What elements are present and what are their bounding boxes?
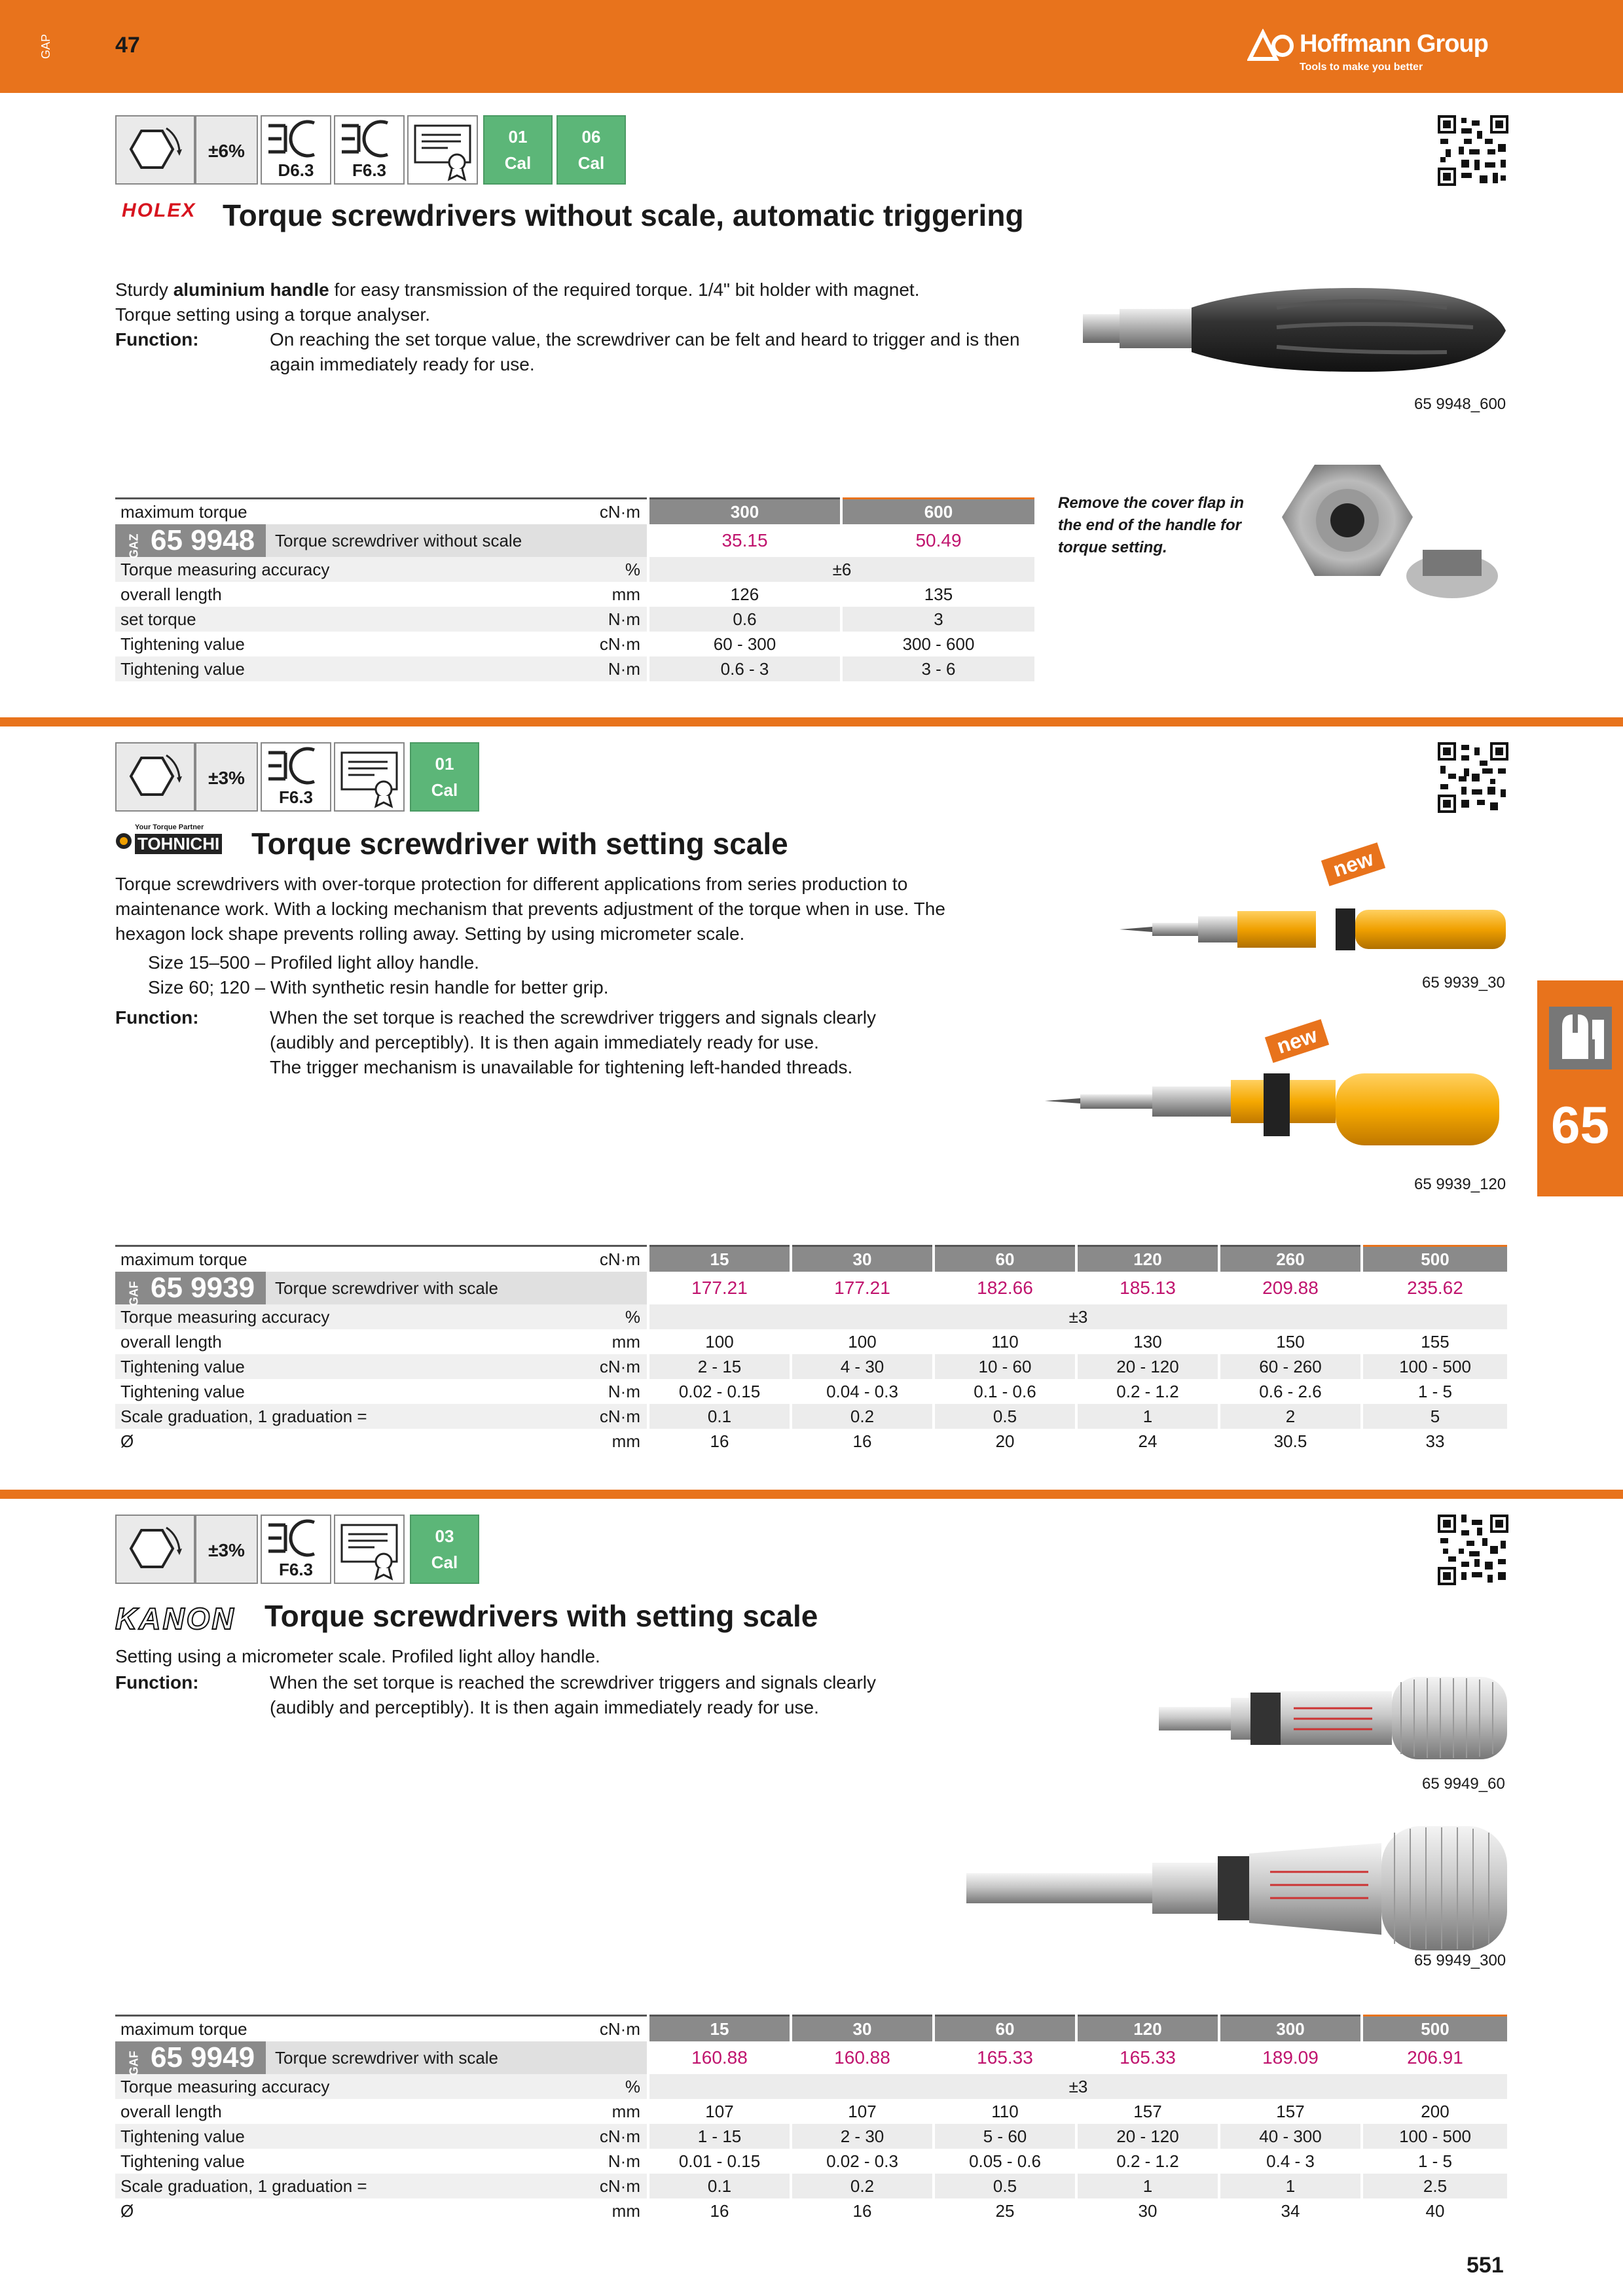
new-badge: new bbox=[1265, 1019, 1329, 1063]
table-row: Torque measuring accuracy % ±3 bbox=[115, 2074, 1507, 2099]
side-code: GAP bbox=[39, 33, 52, 59]
price[interactable]: 206.91 bbox=[1362, 2041, 1507, 2074]
brand-logo[interactable] bbox=[1247, 26, 1509, 72]
function-label: Function: bbox=[115, 329, 199, 350]
table-row: Scale graduation, 1 graduation = cN·m 0.1 0.2 0.5 1 1 2.5 bbox=[115, 2174, 1507, 2198]
certificate-icon bbox=[407, 115, 478, 185]
product-image-tohnichi-120 bbox=[1041, 1060, 1512, 1165]
page-label: 47 bbox=[115, 33, 140, 58]
hex-drive-icon bbox=[115, 115, 195, 185]
function-text: When the set torque is reached the screwdriver triggers and signals clearly (audibly and perceptibly). It is then again immediately ready for use. The trigger mechanism is unavailable for tightening left-handed threads. bbox=[270, 1007, 876, 1077]
hex-drive-icon bbox=[115, 1515, 195, 1584]
table-head-row: maximum torque cN·m 15 30 60 120 260 500 bbox=[115, 1246, 1507, 1272]
price[interactable]: 185.13 bbox=[1076, 1272, 1219, 1304]
spec-table-659948 bbox=[115, 497, 1034, 681]
brand-name: Hoffmann Group bbox=[1300, 30, 1488, 58]
price[interactable]: 182.66 bbox=[934, 1272, 1076, 1304]
accuracy-badge: ±3% bbox=[195, 742, 258, 812]
table-head-row: maximum torque cN·m 300 600 bbox=[115, 499, 1034, 525]
table-row: Torque measuring accuracy % ±3 bbox=[115, 1304, 1507, 1329]
product-name: Torque screwdriver with scale bbox=[266, 2041, 648, 2074]
table-row: Ø mm 16 16 20 24 30.5 33 bbox=[115, 1429, 1507, 1454]
accuracy-badge: ±3% bbox=[195, 1515, 258, 1584]
table-row: Tightening value cN·m 60 - 300 300 - 600 bbox=[115, 632, 1034, 656]
price[interactable]: 50.49 bbox=[841, 524, 1034, 557]
price[interactable]: 235.62 bbox=[1362, 1272, 1507, 1304]
section-intro: Sturdy aluminium handle for easy transmission of the required torque. 1/4" bit holder with magnet. Torque setting using a torque analyser. bbox=[115, 279, 920, 325]
table-product-row[interactable]: GAF 65 9939 Torque screwdriver with scale 177.21 177.21 182.66 185.13 209.88 235.62 bbox=[115, 1272, 1507, 1304]
cover-flap-image bbox=[1275, 452, 1511, 602]
brand-tagline: Tools to make you better bbox=[1300, 62, 1423, 73]
table-note: Remove the cover flap in the end of the handle for torque setting. bbox=[1058, 494, 1245, 556]
price[interactable]: 209.88 bbox=[1219, 1272, 1362, 1304]
new-badge: new bbox=[1321, 842, 1385, 886]
table-product-row[interactable]: GAF 65 9949 Torque screwdriver with scale 160.88 160.88 165.33 165.33 189.09 206.91 bbox=[115, 2041, 1507, 2074]
calibration-badge-06: 06 Cal bbox=[556, 115, 626, 185]
section-intro: Setting using a micrometer scale. Profiled light alloy handle. bbox=[115, 1646, 600, 1666]
wrench-icon bbox=[1549, 1007, 1612, 1069]
chapter-number: 65 bbox=[1551, 1096, 1609, 1154]
accuracy-badge: ±6% bbox=[195, 115, 258, 185]
qr-code-icon[interactable] bbox=[1438, 115, 1508, 186]
price[interactable]: 160.88 bbox=[648, 2041, 791, 2074]
drive-f-icon: F6.3 bbox=[261, 742, 331, 812]
price[interactable]: 160.88 bbox=[791, 2041, 934, 2074]
holex-logo: HOLEX bbox=[122, 200, 196, 221]
tohnichi-mark-icon bbox=[115, 833, 132, 850]
image-caption: 65 9948_600 bbox=[1414, 395, 1506, 413]
section-intro: Torque screwdrivers with over-torque protection for different applications from series production to maintenance work. With a locking mechanism that prevents adjustment of the torque when in use. The hexagon lock shape prevents rolling away. Setting by using micrometer scale. bbox=[115, 874, 945, 944]
calibration-badge-01: 01 Cal bbox=[410, 742, 479, 812]
price[interactable]: 177.21 bbox=[791, 1272, 934, 1304]
product-image-holex bbox=[1080, 268, 1519, 399]
chapter-tab[interactable] bbox=[1537, 980, 1623, 1196]
product-number: 65 9939 bbox=[151, 1272, 255, 1304]
qr-code-icon[interactable] bbox=[1438, 742, 1508, 813]
image-caption: 65 9949_60 bbox=[1422, 1775, 1505, 1793]
function-label: Function: bbox=[115, 1007, 199, 1028]
section-title: Torque screwdrivers with setting scale bbox=[264, 1599, 818, 1633]
table-head-row: maximum torque cN·m 15 30 60 120 300 500 bbox=[115, 2016, 1507, 2042]
drive-f-icon: F6.3 bbox=[334, 115, 405, 185]
table-product-row[interactable]: GAZ 65 9948 Torque screwdriver without scale 35.15 50.49 bbox=[115, 524, 1034, 557]
table-row: Scale graduation, 1 graduation = cN·m 0.1 0.2 0.5 1 2 5 bbox=[115, 1404, 1507, 1429]
function-text: When the set torque is reached the screwdriver triggers and signals clearly (audibly and perceptibly). It is then again immediately ready for use. bbox=[270, 1672, 876, 1717]
image-caption: 65 9939_120 bbox=[1414, 1175, 1506, 1193]
certificate-icon bbox=[334, 742, 405, 812]
certificate-icon bbox=[334, 1515, 405, 1584]
price[interactable]: 165.33 bbox=[934, 2041, 1076, 2074]
product-number: 65 9948 bbox=[151, 524, 255, 556]
product-number: 65 9949 bbox=[151, 2041, 255, 2073]
table-row: Tightening value N·m 0.02 - 0.15 0.04 - 0.3 0.1 - 0.6 0.2 - 1.2 0.6 - 2.6 1 - 5 bbox=[115, 1379, 1507, 1404]
page-number: 551 bbox=[1467, 2253, 1504, 2278]
size-note-b: Size 60; 120 – With synthetic resin handle for better grip. bbox=[148, 977, 609, 997]
section-divider bbox=[0, 1490, 1623, 1499]
drive-d-icon: D6.3 bbox=[261, 115, 331, 185]
price[interactable]: 177.21 bbox=[648, 1272, 791, 1304]
section-title: Torque screwdrivers without scale, automatic triggering bbox=[223, 198, 1024, 232]
section-title: Torque screwdriver with setting scale bbox=[251, 827, 788, 861]
table-row: Ø mm 16 16 25 30 34 40 bbox=[115, 2198, 1507, 2223]
table-row: overall length mm 107 107 110 157 157 200 bbox=[115, 2099, 1507, 2124]
hoffmann-logo-icon bbox=[1247, 29, 1294, 62]
function-label: Function: bbox=[115, 1672, 199, 1693]
table-row: Tightening value N·m 0.6 - 3 3 - 6 bbox=[115, 656, 1034, 681]
table-row: overall length mm 126 135 bbox=[115, 582, 1034, 607]
drive-f-icon: F6.3 bbox=[261, 1515, 331, 1584]
function-text: On reaching the set torque value, the screwdriver can be felt and heard to trigger and is then again immediately ready for use. bbox=[270, 329, 1020, 374]
table-row: Tightening value N·m 0.01 - 0.15 0.02 - 0.3 0.05 - 0.6 0.2 - 1.2 0.4 - 3 1 - 5 bbox=[115, 2149, 1507, 2174]
product-name: Torque screwdriver with scale bbox=[266, 1272, 648, 1304]
size-note-a: Size 15–500 – Profiled light alloy handle. bbox=[148, 952, 479, 973]
product-image-kanon-300 bbox=[962, 1820, 1512, 1957]
tohnichi-logo: Your Torque Partner TOHNICHI bbox=[115, 823, 246, 863]
image-caption: 65 9939_30 bbox=[1422, 974, 1505, 992]
calibration-badge-01: 01 Cal bbox=[483, 115, 553, 185]
table-row: overall length mm 100 100 110 130 150 155 bbox=[115, 1329, 1507, 1354]
table-row: set torque N·m 0.6 3 bbox=[115, 607, 1034, 632]
table-row: Tightening value cN·m 2 - 15 4 - 30 10 - 60 20 - 120 60 - 260 100 - 500 bbox=[115, 1354, 1507, 1379]
product-name: Torque screwdriver without scale bbox=[266, 524, 648, 557]
price[interactable]: 189.09 bbox=[1219, 2041, 1362, 2074]
spec-table-659939 bbox=[115, 1245, 1507, 1454]
table-row: Torque measuring accuracy % ±6 bbox=[115, 557, 1034, 582]
product-image-tohnichi-30 bbox=[1113, 890, 1519, 969]
calibration-badge-03: 03 Cal bbox=[410, 1515, 479, 1584]
product-image-kanon-60 bbox=[1152, 1669, 1512, 1767]
price[interactable]: 35.15 bbox=[648, 524, 841, 557]
price[interactable]: 165.33 bbox=[1076, 2041, 1219, 2074]
kanon-logo: KANON bbox=[115, 1602, 236, 1636]
image-caption: 65 9949_300 bbox=[1414, 1952, 1506, 1969]
table-row: Tightening value cN·m 1 - 15 2 - 30 5 - 60 20 - 120 40 - 300 100 - 500 bbox=[115, 2124, 1507, 2149]
spec-table-659949 bbox=[115, 2015, 1507, 2223]
section-divider bbox=[0, 717, 1623, 726]
qr-code-icon[interactable] bbox=[1438, 1515, 1508, 1585]
hex-drive-icon bbox=[115, 742, 195, 812]
